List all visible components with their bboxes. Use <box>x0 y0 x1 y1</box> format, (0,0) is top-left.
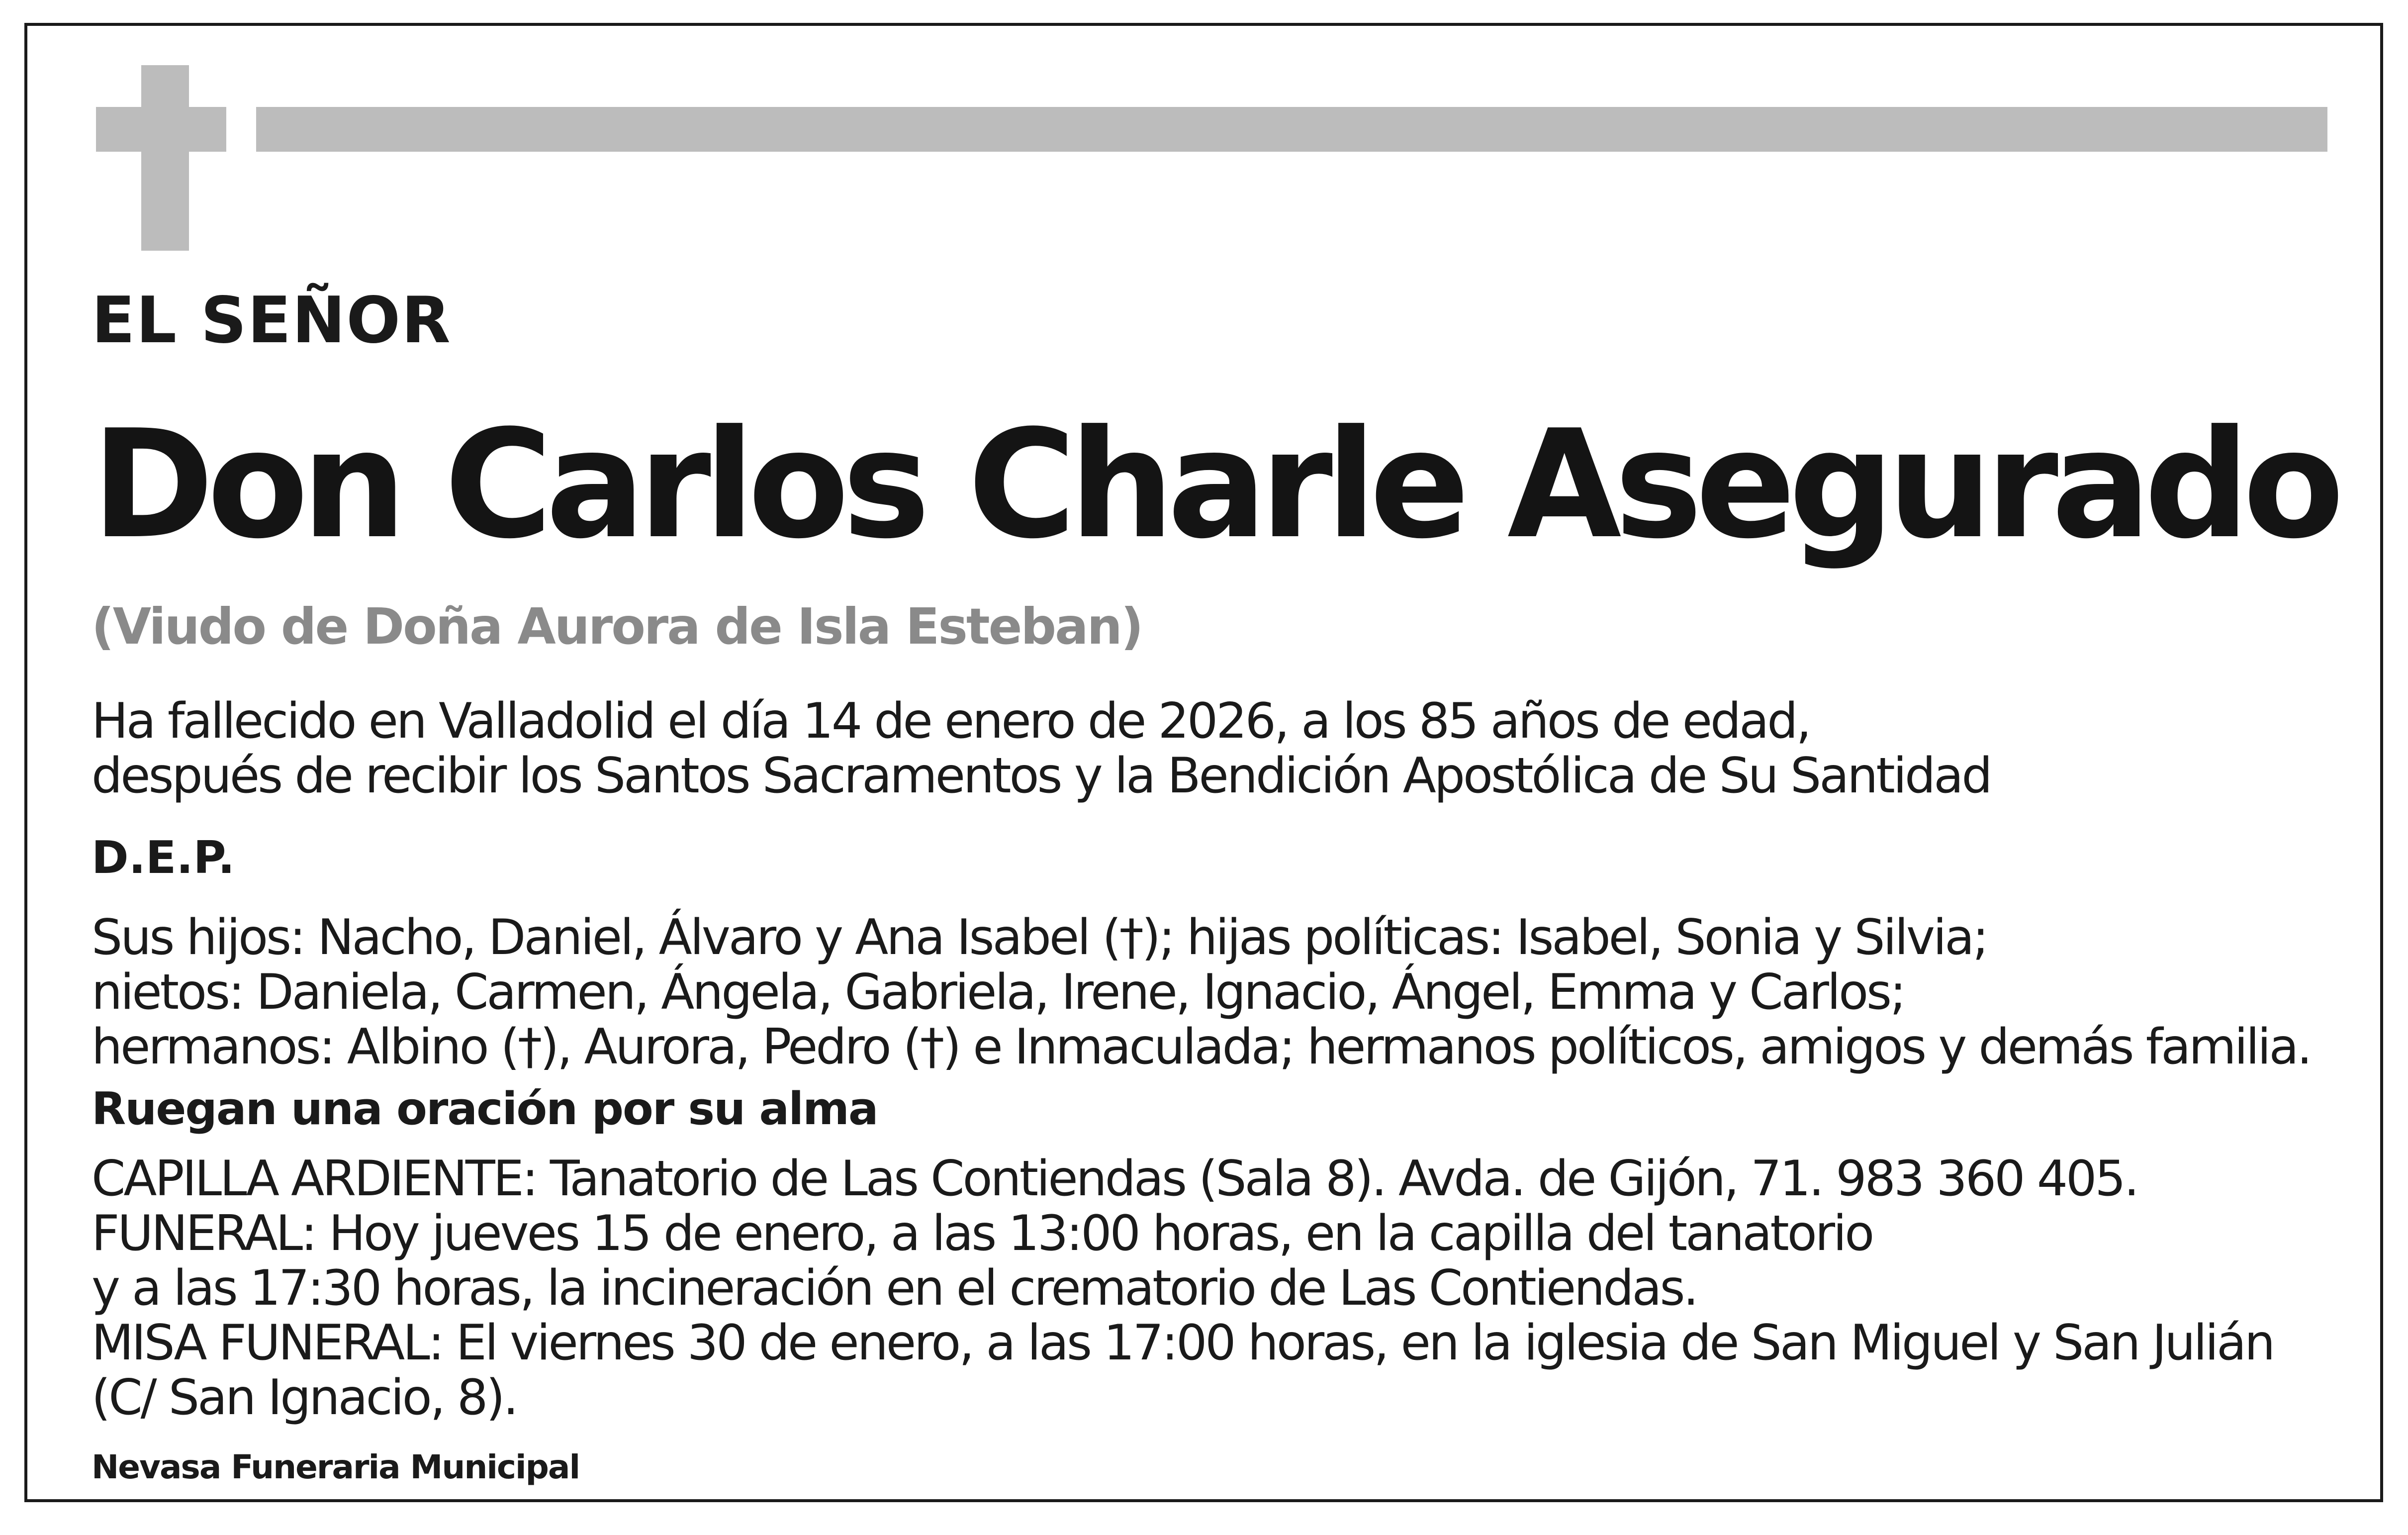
dep-label: D.E.P. <box>92 832 235 884</box>
services-line: MISA FUNERAL: El viernes 30 de enero, a las 17:00 horas, en la iglesia de San Miguel y San Julián <box>92 1315 2274 1371</box>
services-line: y a las 17:30 horas, la incineración en el crematorio de Las Contiendas. <box>92 1260 1697 1317</box>
cross-icon-vertical-bar <box>141 65 189 251</box>
widower-note: (Viudo de Doña Aurora de Isla Esteban) <box>92 597 1142 656</box>
honorific-prefix: EL SEÑOR <box>92 284 452 358</box>
announcement-line: Ha fallecido en Valladolid el día 14 de enero de 2026, a los 85 años de edad, <box>92 693 1810 750</box>
family-line: hermanos: Albino (†), Aurora, Pedro (†) e Inmaculada; hermanos políticos, amigos y demás familia. <box>92 1019 2311 1075</box>
cross-icon-horizontal-bar <box>96 107 226 152</box>
funeral-home-name: Nevasa Funeraria Municipal <box>92 1448 580 1486</box>
services-line: FUNERAL: Hoy jueves 15 de enero, a las 13:00 horas, en la capilla del tanatorio <box>92 1205 1873 1262</box>
prayer-request: Ruegan una oración por su alma <box>92 1083 878 1135</box>
family-line: Sus hijos: Nacho, Daniel, Álvaro y Ana Isabel (†); hijas políticas: Isabel, Sonia y Silvia; <box>92 909 1987 966</box>
header-rule <box>256 107 2327 152</box>
family-line: nietos: Daniela, Carmen, Ángela, Gabriela, Irene, Ignacio, Ángel, Emma y Carlos; <box>92 964 1905 1021</box>
services-line: (C/ San Ignacio, 8). <box>92 1369 517 1426</box>
services-line: CAPILLA ARDIENTE: Tanatorio de Las Contiendas (Sala 8). Avda. de Gijón, 71. 983 360 405. <box>92 1151 2137 1207</box>
deceased-name: Don Carlos Charle Asegurado <box>92 398 2338 572</box>
announcement-line: después de recibir los Santos Sacramentos y la Bendición Apostólica de Su Santidad <box>92 748 1991 804</box>
